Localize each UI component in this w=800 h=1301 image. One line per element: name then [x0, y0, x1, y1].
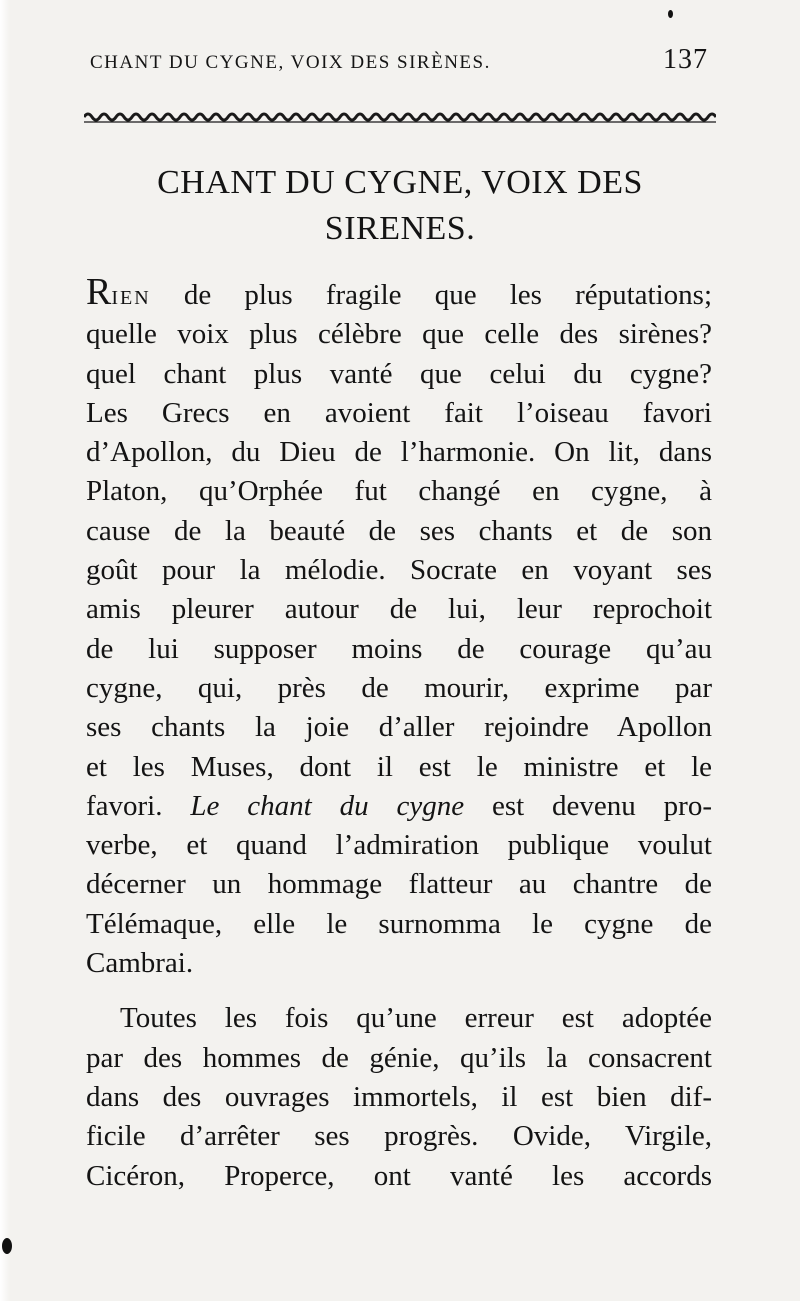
text-line: ses chants la joie d’aller rejoindre Apollon: [86, 711, 712, 744]
text-line: quel chant plus vanté que celui du cygne?: [86, 357, 712, 390]
text-line: verbe, et quand l’admiration publique voulut: [86, 829, 712, 862]
decorative-wavy-rule: [84, 110, 716, 124]
paragraph-1-line-1: RIEN de plus fragile que les réputations;: [86, 271, 712, 313]
running-title: CHANT DU CYGNE, VOIX DES SIRÈNES.: [90, 52, 491, 73]
text-line: et les Muses, dont il est le ministre et le: [86, 750, 712, 783]
body-text: [86, 271, 712, 1196]
text-line: Télémaque, elle le surnomma le cygne de: [86, 907, 712, 940]
text-line: dans des ouvrages immortels, il est bien dif-: [86, 1080, 712, 1113]
ink-speck: [2, 1238, 12, 1254]
text-line: cause de la beauté de ses chants et de son: [86, 514, 712, 547]
text-line: cygne, qui, près de mourir, exprime par: [86, 671, 712, 704]
text-line: Cicéron, Properce, ont vanté les accords: [86, 1159, 712, 1192]
chapter-title-line-2: SIRENES.: [324, 210, 476, 247]
italic-phrase: Le chant du cygne: [190, 789, 465, 822]
text-line: quelle voix plus célèbre que celle des sirènes?: [86, 318, 712, 351]
text-line: d’Apollon, du Dieu de l’harmonie. On lit, dans: [86, 436, 712, 469]
text-line: Platon, qu’Orphée fut changé en cygne, à: [86, 475, 712, 508]
text-line: amis pleurer autour de lui, leur reprochoit: [86, 593, 712, 626]
text-line: Cambrai.: [86, 947, 194, 980]
paragraph-2-line-1: Toutes les fois qu’une erreur est adoptée: [120, 1002, 712, 1035]
chapter-title: [80, 160, 720, 252]
ink-speck: [668, 10, 673, 18]
text-line: goût pour la mélodie. Socrate en voyant ses: [86, 554, 712, 587]
text-line: de lui supposer moins de courage qu’au: [86, 632, 712, 665]
chapter-title-line-1: CHANT DU CYGNE, VOIX DES: [157, 164, 643, 201]
text-line-with-italic: favori. Le chant du cygne est devenu pro-: [86, 789, 712, 822]
small-caps-word: IEN: [111, 287, 151, 309]
page-edge: [0, 0, 10, 1301]
text-line: Les Grecs en avoient fait l’oiseau favori: [86, 396, 712, 429]
running-head: [90, 44, 708, 76]
text-line: décerner un hommage flatteur au chantre de: [86, 868, 712, 901]
text-line: ficile d’arrêter ses progrès. Ovide, Virgile,: [86, 1120, 712, 1153]
text-line: par des hommes de génie, qu’ils la consacrent: [86, 1041, 712, 1074]
page-number: 137: [663, 44, 708, 75]
drop-capital: R: [86, 271, 112, 313]
